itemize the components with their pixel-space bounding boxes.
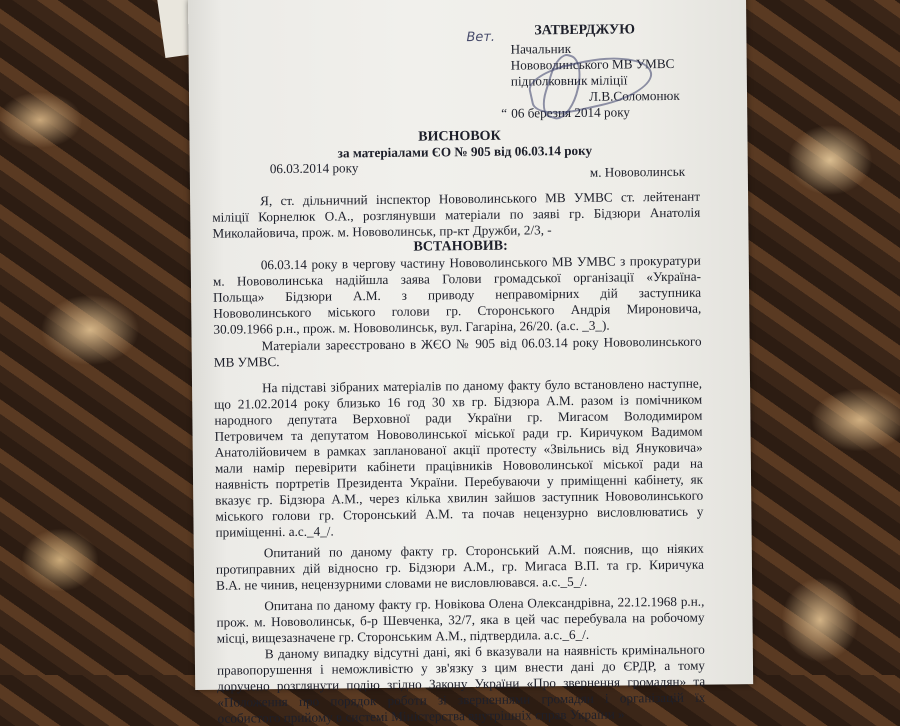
p6-line-4: «Положення про порядок роботи зі зверненнями громадян і організацій їх xyxy=(217,689,706,710)
p4-line-1: Опитаний по даному факту гр. Сторонський А.М. пояснив, що ніяких xyxy=(263,540,704,561)
approver-position-2: Нововолинського МВ УМВС xyxy=(510,55,675,73)
p1-line-1: 06.03.14 року в чергову частину Нововолинського МВ УМВС з прокуратури xyxy=(260,252,701,273)
intro-line-1: Я, ст. дільничний інспектор Нововолинського МВ УМВС ст. лейтенант xyxy=(260,188,701,209)
document-sheet xyxy=(188,0,753,726)
approver-position-1: Начальник xyxy=(510,40,572,57)
p2-line-2: МВ УМВС. xyxy=(213,354,280,370)
p3-line-4: Петровичем та депутатом Нововолинської міської ради гр. Киричуком Вадимом xyxy=(214,423,703,444)
intro-line-3: Миколайовича, прож. м. Нововолинськ, пр-кт Дружби, 2/3, - xyxy=(212,222,552,241)
p3-line-8: вказує гр. Бідзюра А.М., через кілька хвилин зайшов заступник Нововолинського xyxy=(215,487,704,508)
document-date: 06.03.2014 року xyxy=(269,160,359,177)
pen-mark: Вет. xyxy=(466,29,496,46)
document-city: м. Нововолинськ xyxy=(589,163,686,180)
p3-line-10: приміщенні. а.с._4_/. xyxy=(215,523,334,540)
p1-line-3: Польща» Бідзюри А.М. з приводу неправомірних дій заступника xyxy=(213,284,702,305)
approver-name: Л.В.Соломонюк xyxy=(588,87,680,104)
p4-line-3: В.А. не чинив, нецензурними словами не висловлювався. а.с._5_/. xyxy=(216,573,588,593)
p6-line-3: доручено розглянути подію згідно Закону України «Про звернення громадян» та xyxy=(217,673,706,694)
document-subtitle: за матеріалами ЄО № 905 від 06.03.14 року xyxy=(337,142,593,161)
p3-line-1: На підставі зібраних матеріалів по даному факту було встановлено наступне, xyxy=(261,375,703,396)
approval-quote: “ xyxy=(501,105,508,121)
p5-line-1: Опитана по даному факту гр. Новікова Олена Олександрівна, 22.12.1968 р.н., xyxy=(264,593,705,614)
p3-line-5: Анатолійовичем в рамках запланованої акції протесту «Звільнись від Януковича» xyxy=(214,439,703,460)
p5-line-2: прож. м. Нововолинськ, б-р Шевченка, 32/7, яка в цей час перебувала на робочому xyxy=(216,609,705,630)
p4-line-2: протиправних дій відносно гр. Бідзюри А.М., гр. Мигаса В.П. та гр. Киричука xyxy=(215,556,705,577)
p3-line-9: міського голови гр. Сторонський А.М. та почав нецензурно висловлюватись у xyxy=(215,503,704,524)
p1-line-5: 30.09.1966 р.н., прож. м. Нововолинськ, вул. Гагаріна, 26/20. (а.с. _3_). xyxy=(213,317,610,337)
intro-line-2: міліції Корнелюк О.А., розглянувши матеріали по заяві гр. Бідзюри Анатолія xyxy=(212,204,701,225)
approver-position-3: підполковник міліції xyxy=(510,72,628,89)
established-heading: ВСТАНОВИВ: xyxy=(413,238,508,255)
p3-line-6: мали намір перевірити кабінети працівників Нововолинської міської ради на xyxy=(214,455,703,476)
p1-line-4: Нововолинського міського голови гр. Сторонського Андрія Мироновича, xyxy=(213,300,702,321)
p6-line-2: правопорушення і неможливістю у зв'язку з цим внести дані до ЄРДР, а тому xyxy=(216,657,706,678)
p3-line-2: що 21.02.2014 року близько 16 год 30 хв гр. Бідзюра А.М. разом із помічником xyxy=(214,391,703,412)
p2-line-1: Матеріали зареєстровано в ЖЄО № 905 від 06.03.14 року Нововолинського xyxy=(261,333,702,354)
approval-date: 06 березня 2014 року xyxy=(511,104,631,121)
document-title: ВИСНОВОК xyxy=(418,128,501,145)
p6-line-1: В даному випадку відсутні дані, які б вказували на наявність кримінального xyxy=(264,641,705,662)
approve-heading: ЗАТВЕРДЖУЮ xyxy=(534,22,636,39)
p1-line-2: м. Нововолинська надійшла заява Голови громадської організації «Україна- xyxy=(212,268,701,289)
p6-line-5: особистого прийому в системі Міністерства внутрішніх справ України » xyxy=(217,706,625,726)
p5-line-3: місці, вищезазначене гр. Сторонським А.М., підтвердила. а.с._6_/. xyxy=(216,626,590,646)
p3-line-7: наявність портретів Президента України. Перебуваючи у приміщенні кабінету, як xyxy=(214,471,704,492)
p3-line-3: народного депутата Верховної ради України гр. Мигасом Володимиром xyxy=(214,407,703,428)
